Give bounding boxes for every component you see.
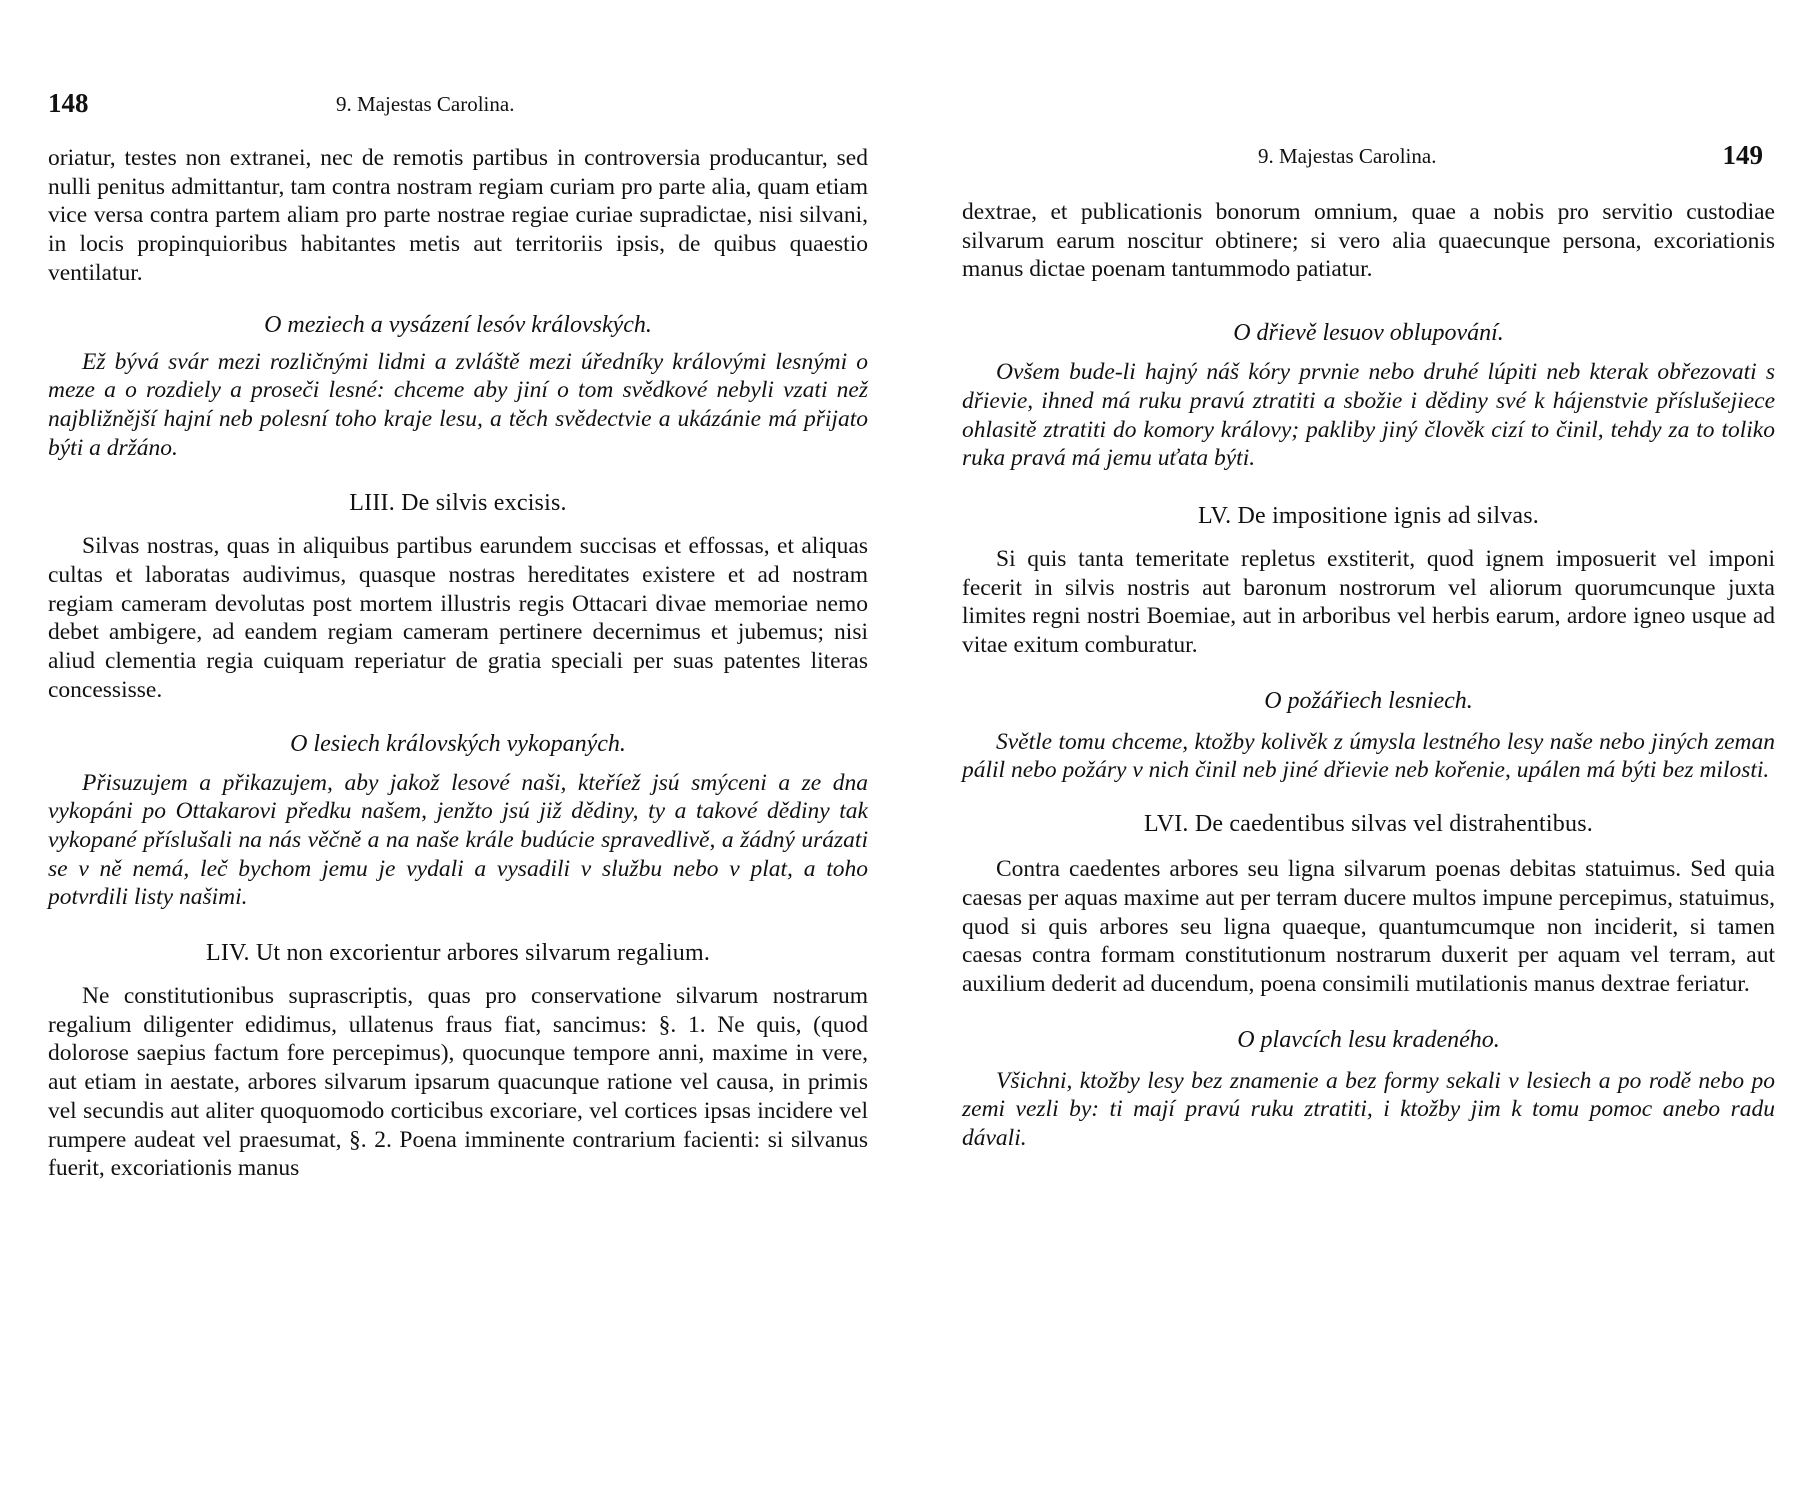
left-page: [48, 0, 868, 1500]
running-title: 9. Majestas Carolina.: [1258, 144, 1437, 168]
latin-paragraph: Silvas nostras, quas in aliquibus partibus earundem succisas et effossas, et aliquas cultas et laboratas audivimus, quasque nostras hereditates existere et ad nostram regiam cameram devolutas post mortem illustris regis Ottacari divae memoriae nemo debet ambigere, ad eandem regiam cameram pertinere decernimus et jubemus; nisi aliud clementia regia cuiquam reperiatur de gratia speciali per suas patentes literas concessisse.: [48, 533, 868, 703]
running-title: 9. Majestas Carolina.: [336, 92, 515, 116]
latin-paragraph: Ne constitutionibus suprascriptis, quas pro conservatione silvarum nostrarum regalium diligenter edidimus, ullatenus fraus fiat, sancimus: §. 1. Ne quis, (quod dolorose saepius factum fore percepimus), quocunque tempore anni, maxime in vere, aut etiam in aestate, arbores silvarum ipsarum quacunque ratione vel causa, in primis vel secundis aut aliter quoquomodo corticibus excoriare, vel cortices ipsas incidere vel rumpere audeat vel praesumat, §. 2. Poena imminente contrarium facienti: si silvanus fuerit, excoriationis manus: [48, 983, 868, 1182]
latin-paragraph: Si quis tanta temeritate repletus exstiterit, quod ignem imposuerit vel imponi fecerit in silvis nostris aut baronum nostrorum vel aliorum quorumcunque juxta limites regni nostri Boemiae, aut in arboribus vel herbis earum, ardore igneo usque ad vitae exitum comburatur.: [962, 545, 1775, 659]
czech-section-heading: O meziech a vysázení lesóv královských.: [264, 311, 652, 338]
latin-paragraph: Contra caedentes arbores seu ligna silvarum poenas debitas statuimus. Sed quia caesas per aquas maxime aut per terram ducere multos impune percepimus, statuimus, quod si quis arbores seu ligna quaeque, quantumcumque non inciderit, si tamen caesas contra formam constitutionum nostrarum duxerit per aquam vel terram, aut auxilium dederit ad ducendum, poena consimili mutilationis manus dextrae feriatur.: [962, 856, 1775, 997]
czech-paragraph: Ovšem bude-li hajný náš kóry prvnie nebo druhé lúpiti neb kterak obřezovati s dřievie, ihned má ruku pravú ztratiti a sbožie i dědiny své k hájenstvie příslušejiece ohlasitě ztratiti do komory královy; pakliby jiný člověk cizí to činil, tehdy za to toliko ruka pravá má jemu uťata býti.: [962, 359, 1775, 472]
right-running-head: [962, 140, 1775, 172]
page-number: 149: [1722, 140, 1763, 170]
section-heading-liv: LIV. Ut non excorientur arbores silvarum regalium.: [205, 940, 711, 967]
czech-paragraph: Světle tomu chceme, ktožby kolivěk z úmysla lestného lesy naše nebo jiných zeman pálil nebo požáry v nich činil neb jiné dřievie neb kořenie, upálen má býti bez milosti.: [962, 728, 1775, 784]
page-number: 148: [48, 88, 89, 118]
czech-paragraph: Všichni, ktožby lesy bez znamenie a bez formy sekali v lesiech a po rodě nebo po zemi vezli by: ti mají pravú ruku ztratiti, i ktožby jim k tomu pomoc anebo radu dávali.: [962, 1067, 1775, 1152]
section-heading-lv: LV. De impositione ignis ad silvas.: [1197, 502, 1539, 529]
czech-paragraph: Přisuzujem a přikazujem, aby jakož lesové naši, kteříež jsú smýceni a ze dna vykopáni po Ottakarovi předku našem, jenžto jsú již dědiny, ty a takové dědiny tak vykopané příslušali na nás věčně a na naše krále budúcie spravedlivě, a žádný urázati se v ně nemá, leč bychom jemu je vydali a vysadili v službu nebo v plat, a toho potvrdili listy našimi.: [48, 769, 868, 911]
left-running-head: [48, 88, 868, 120]
latin-paragraph: oriatur, testes non extranei, nec de remotis partibus in controversia producantur, sed nulli penitus admittantur, tam contra nostram regiam curiam pro parte alia, quam etiam vice versa contra partem aliam pro parte nostrae regiae curiae supradictae, nisi silvani, in locis propinquioribus habitantes metis aut territoriis ipsis, de quibus quaestio ventilatur.: [48, 145, 868, 286]
section-heading-lvi: LVI. De caedentibus silvas vel distrahentibus.: [1144, 811, 1593, 838]
czech-section-heading: O dřievě lesuov oblupování.: [1233, 320, 1504, 347]
czech-section-heading: O plavcích lesu kradeného.: [1237, 1026, 1500, 1053]
czech-paragraph: Ež bývá svár mezi rozličnými lidmi a zvláště mezi úředníky královými lesnými o meze a o rozdiely a proseči lesné: chceme aby jiní o tom svědkové nebyli vzati než najbližnější hajní neb polesní toho kraje lesu, a těch svědectvie a ukázánie má přijato býti a držáno.: [48, 348, 868, 461]
right-page: [962, 0, 1775, 1500]
right-text-body: [962, 198, 1775, 1153]
czech-section-heading: O lesiech královských vykopaných.: [290, 730, 626, 757]
left-text-body: [48, 144, 868, 1183]
latin-paragraph: dextrae, et publicationis bonorum omnium, quae a nobis pro servitio custodiae silvarum earum noscitur obtinere; si vero alia quaecunque persona, excoriationis manus dictae poenam tantummodo patiatur.: [962, 199, 1775, 283]
section-heading-liii: LIII. De silvis excisis.: [349, 490, 567, 517]
czech-section-heading: O požářiech lesniech.: [1264, 687, 1473, 714]
